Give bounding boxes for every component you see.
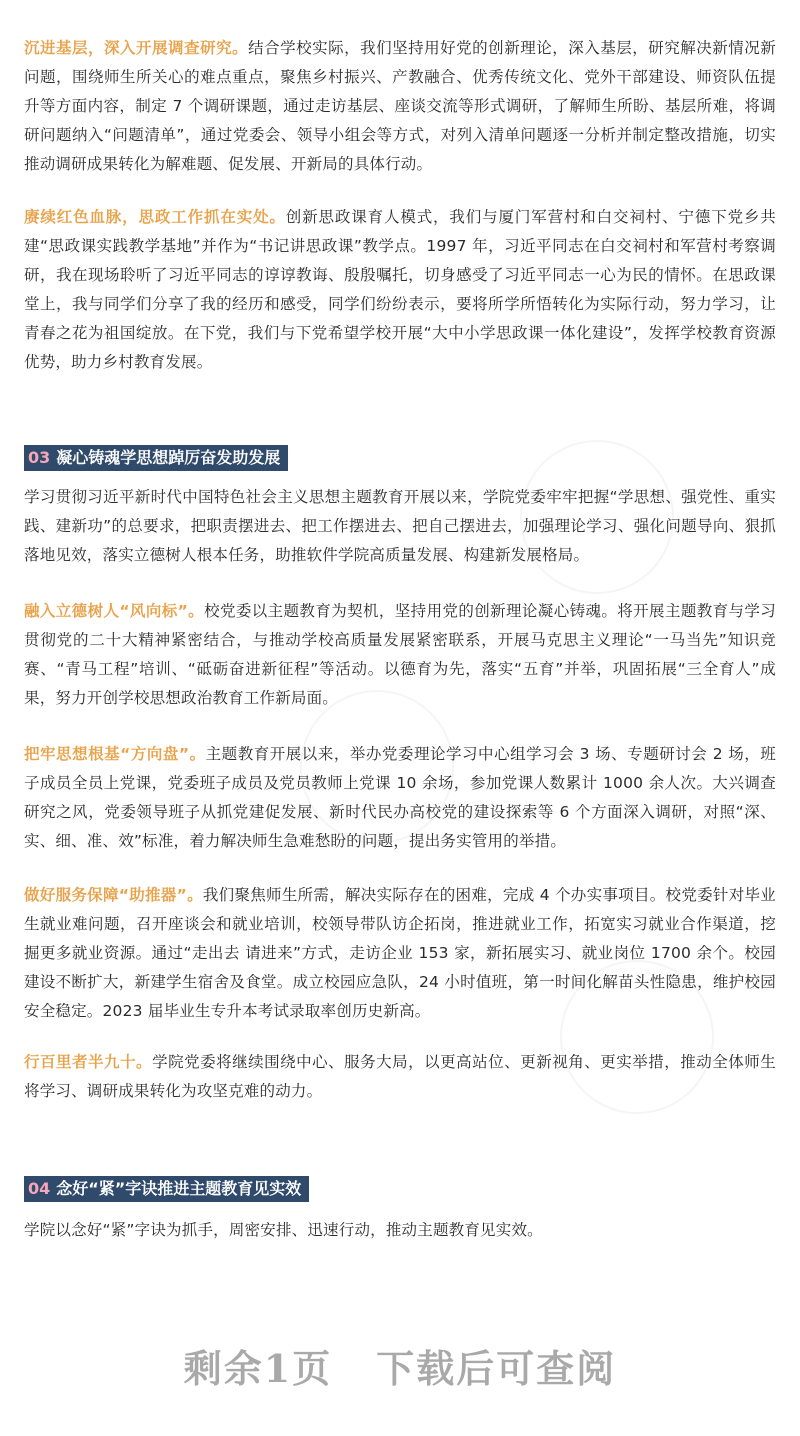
section4-intro: 学院以念好“紧”字诀为抓手，周密安排、迅速行动，推动主题教育见实效。 bbox=[24, 1221, 543, 1239]
paragraph-persistence bbox=[24, 1048, 776, 1106]
section-number: 04 bbox=[28, 1179, 51, 1198]
paragraph-research bbox=[24, 34, 776, 179]
paragraph-lead: 做好服务保障“助推器”。 bbox=[24, 886, 203, 904]
paragraph-lead: 赓续红色血脉，思政工作抓在实处。 bbox=[24, 208, 286, 226]
section-title: 凝心铸魂学思想踔厉奋发助发展 bbox=[56, 448, 281, 467]
paragraph-body: 创新思政课育人模式，我们与厦门军营村和白交祠村、宁德下党乡共建“思政课实践教学基地”并作为“书记讲思政课”教学点。1997 年，习近平同志在白交祠村和军营村考察调研，我在现场聆听了习近平同志的谆谆教诲、殷殷嘱托，切身感受了习近平同志一心为民的情怀。在思政课堂上，我与同学们分享了我的经历和感受，同学们纷纷表示，要将所学所悟转化为实际行动，努力学习，让青春之花为祖国绽放。在下党，我们与下党希望学校开展“大中小学思政课一体化建设”，发挥学校教育资源优势，助力乡村教育发展。 bbox=[24, 208, 776, 371]
paragraph-red-gene bbox=[24, 203, 776, 377]
section-number: 03 bbox=[28, 448, 51, 467]
section3-intro: 学习贯彻习近平新时代中国特色社会主义思想主题教育开展以来，学院党委牢牢把握“学思想、强党性、重实践、建新功”的总要求，把职责摆进去、把工作摆进去、把自己摆进去，加强理论学习、强化问题导向、狠抓落地见效，落实立德树人根本任务，助推软件学院高质量发展、构建新发展格局。 bbox=[24, 488, 776, 564]
section-header-04 bbox=[24, 1176, 309, 1202]
download-prompt[interactable] bbox=[0, 1338, 800, 1393]
paragraph-body: 学院党委将继续围绕中心、服务大局，以更高站位、更新视角、更实举措，推动全体师生将学习、调研成果转化为攻坚克难的动力。 bbox=[24, 1053, 776, 1100]
paragraph-body: 校党委以主题教育为契机，坚持用党的创新理论凝心铸魂。将开展主题教育与学习贯彻党的二十大精神紧密结合，与推动学校高质量发展紧密联系，开展马克思主义理论“一马当先”知识竞赛、“青马工程”培训、“砥砺奋进新征程”等活动。以德育为先，落实“五育”并举，巩固拓展“三全育人”成果，努力开创学校思想政治教育工作新局面。 bbox=[24, 602, 776, 707]
paragraph-body: 结合学校实际，我们坚持用好党的创新理论，深入基层，研究解决新情况新问题，围绕师生所关心的难点重点，聚焦乡村振兴、产教融合、优秀传统文化、党外干部建设、师资队伍提升等方面内容，制定 7 个调研课题，通过走访基层、座谈交流等形式调研，了解师生所盼、基层所难，将调研问题纳入“问题清单”，通过党委会、领导小组会等方式，对列入清单问题逐一分析并制定整改措施，切实推动调研成果转化为解难题、促发展、开新局的具体行动。 bbox=[24, 39, 776, 173]
paragraph-thought-foundation bbox=[24, 740, 776, 856]
paragraph-lead: 沉进基层，深入开展调查研究。 bbox=[24, 39, 249, 57]
paragraph-body: 我们聚焦师生所需，解决实际存在的困难，完成 4 个办实事项目。校党委针对毕业生就业难问题，召开座谈会和就业培训，校领导带队访企拓岗，推进就业工作，拓宽实习就业合作渠道，挖掘更多就业资源。通过“走出去 请进来”方式，走访企业 153 家，新拓展实习、就业岗位 1700 余个。校园建设不断扩大，新建学生宿舍及食堂。成立校园应急队，24 小时值班，第一时间化解苗头性隐患，维护校园安全稳定。2023 届毕业生专升本考试录取率创历史新高。 bbox=[24, 886, 776, 1020]
download-to-view-label: 下载后可查阅 bbox=[376, 1346, 617, 1391]
section-header-03 bbox=[24, 445, 288, 471]
section-title: 念好“紧”字诀推进主题教育见实效 bbox=[56, 1179, 302, 1198]
paragraph-body: 主题教育开展以来，举办党委理论学习中心组学习会 3 场、专题研讨会 2 场，班子成员全员上党课，党委班子成员及党员教师上党课 10 余场，参加党课人数累计 1000 余人次。大兴调查研究之风，党委领导班子从抓党建促发展、新时代民办高校党的建设探索等 6 个方面深入调研，对照“深、实、细、准、效”标准，着力解决师生急难愁盼的问题，提出务实管用的举措。 bbox=[24, 745, 777, 850]
paragraph-lead: 行百里者半九十。 bbox=[24, 1053, 153, 1071]
paragraph-lead: 把牢思想根基“方向盘”。 bbox=[24, 745, 206, 763]
remaining-pages-label: 剩余1页 bbox=[183, 1346, 333, 1391]
paragraph-lead: 融入立德树人“风向标”。 bbox=[24, 602, 205, 620]
paragraph-moral-education bbox=[24, 597, 776, 713]
paragraph-service bbox=[24, 881, 776, 1026]
